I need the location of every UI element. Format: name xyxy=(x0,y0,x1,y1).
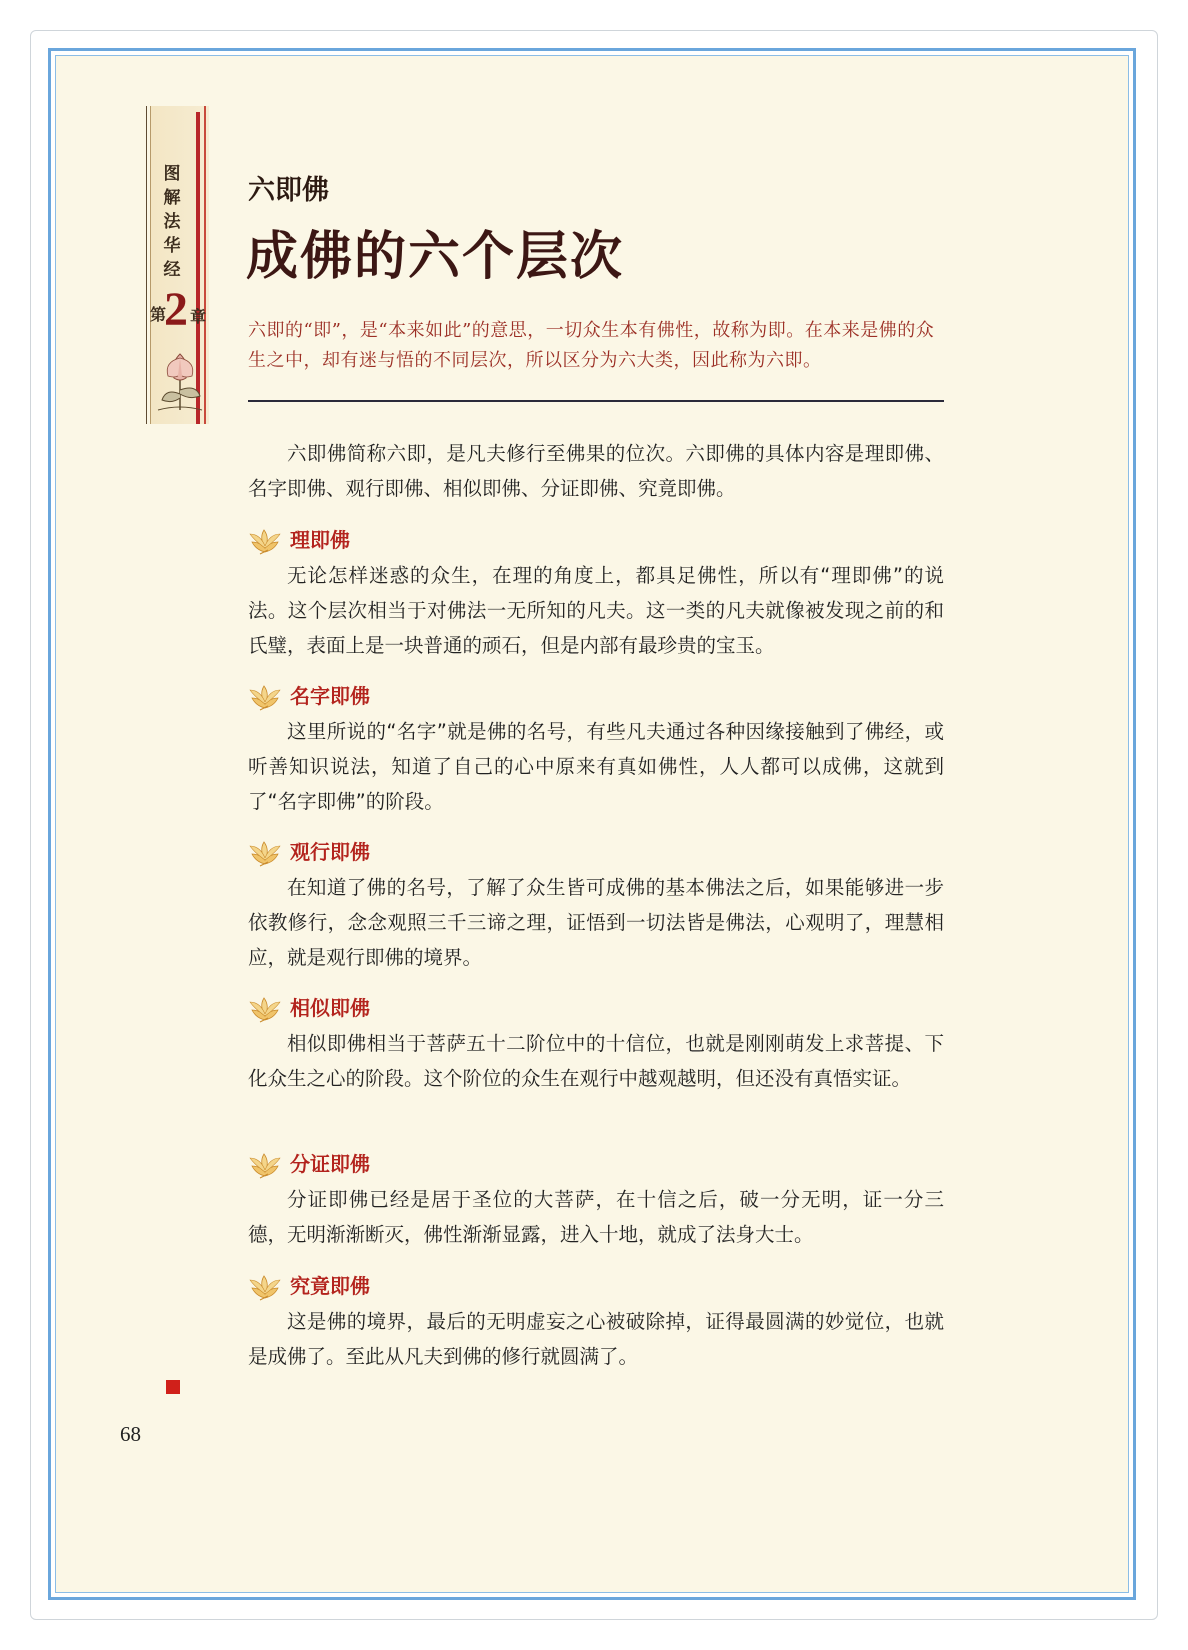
section-li-ji-fo xyxy=(248,524,944,663)
lotus-flower-icon xyxy=(248,682,282,712)
chapter-marker xyxy=(150,283,207,340)
section-text: 这里所说的“名字”就是佛的名号，有些凡夫通过各种因缘接触到了佛经，或听善知识说法，知道了自己的心中原来有真如佛性，人人都可以成佛，这就到了“名字即佛”的阶段。 xyxy=(248,720,944,813)
section-guan-xing-ji-fo xyxy=(248,836,944,975)
book-title: 图解法华经 xyxy=(163,164,181,280)
page-number: 68 xyxy=(120,1422,141,1446)
section-fen-zheng-ji-fo xyxy=(248,1148,944,1252)
section-heading xyxy=(248,1148,944,1182)
section-ming-zi-ji-fo xyxy=(248,680,944,819)
section-text: 分证即佛已经是居于圣位的大菩萨，在十信之后，破一分无明，证一分三德，无明渐渐断灭，佛性渐渐显露，进入十地，就成了法身大士。 xyxy=(248,1188,944,1246)
section-text: 无论怎样迷惑的众生，在理的角度上，都具足佛性，所以有“理即佛”的说法。这个层次相当于对佛法一无所知的凡夫。这一类的凡夫就像被发现之前的和氏璧，表面上是一块普通的顽石，但是内部有最珍贵的宝玉。 xyxy=(248,564,944,657)
side-tab-red-line xyxy=(204,106,206,424)
section-heading xyxy=(248,1270,944,1304)
lotus-plant-icon xyxy=(156,344,204,414)
section-title: 名字即佛 xyxy=(290,684,370,708)
intro-paragraph-block xyxy=(248,436,944,506)
side-tab-edge xyxy=(146,106,147,424)
lotus-flower-icon xyxy=(248,838,282,868)
section-end-mark xyxy=(166,1380,180,1394)
section-title: 分证即佛 xyxy=(290,1152,370,1176)
lotus-flower-icon xyxy=(248,994,282,1024)
section-title: 究竟即佛 xyxy=(290,1274,370,1298)
intro-note: 六即的“即”，是“本来如此”的意思，一切众生本有佛性，故称为即。在本来是佛的众生之中，却有迷与悟的不同层次，所以区分为六大类，因此称为六即。 xyxy=(248,320,935,371)
chapter-suffix: 章 xyxy=(190,307,207,326)
chapter-side-tab xyxy=(144,106,216,426)
section-title: 观行即佛 xyxy=(290,840,370,864)
lotus-flower-icon xyxy=(248,1272,282,1302)
section-xiang-si-ji-fo xyxy=(248,992,944,1096)
chapter-prefix: 第 xyxy=(150,305,167,324)
page-title: 成佛的六个层次 xyxy=(246,226,625,287)
section-text: 这是佛的境界，最后的无明虚妄之心被破除掉，证得最圆满的妙觉位，也就是成佛了。至此从凡夫到佛的修行就圆满了。 xyxy=(248,1310,944,1368)
section-title: 理即佛 xyxy=(290,528,350,552)
section-title: 相似即佛 xyxy=(290,996,370,1020)
section-text: 相似即佛相当于菩萨五十二阶位中的十信位，也就是刚刚萌发上求菩提、下化众生之心的阶段。这个阶位的众生在观行中越观越明，但还没有真悟实证。 xyxy=(248,1032,944,1090)
section-text: 在知道了佛的名号，了解了众生皆可成佛的基本佛法之后，如果能够进一步依教修行，念念观照三千三谛之理，证悟到一切法皆是佛法，心观明了，理慧相应，就是观行即佛的境界。 xyxy=(248,876,944,969)
section-heading xyxy=(248,680,944,714)
section-heading xyxy=(248,836,944,870)
section-heading xyxy=(248,524,944,558)
chapter-number: 2 xyxy=(164,283,188,336)
title-divider xyxy=(248,400,944,402)
section-jiu-jing-ji-fo xyxy=(248,1270,944,1374)
section-heading xyxy=(248,992,944,1026)
intro-paragraph: 六即佛简称六即，是凡夫修行至佛果的位次。六即佛的具体内容是理即佛、名字即佛、观行即佛、相似即佛、分证即佛、究竟即佛。 xyxy=(248,442,944,500)
lotus-flower-icon xyxy=(248,1150,282,1180)
section-kicker: 六即佛 xyxy=(248,175,329,206)
lotus-flower-icon xyxy=(248,526,282,556)
